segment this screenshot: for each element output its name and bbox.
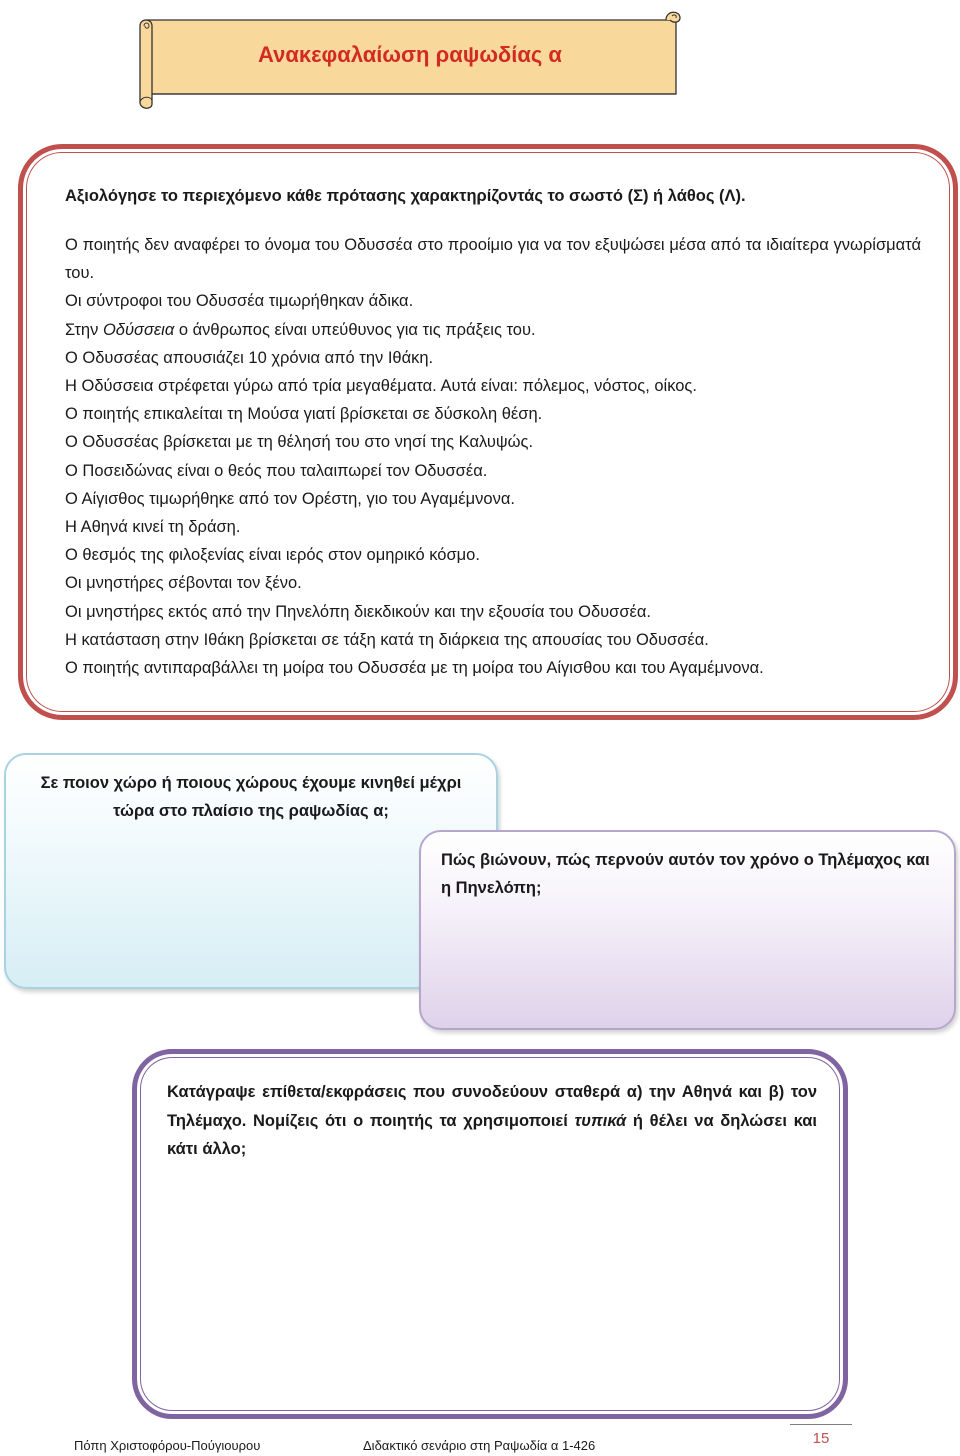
- statement-item: Οι μνηστήρες εκτός από την Πηνελόπη διεκδικούν και την εξουσία του Οδυσσέα.: [65, 602, 651, 621]
- statement-item: Στην Οδύσσεια ο άνθρωπος είναι υπεύθυνος για τις πράξεις του.: [65, 320, 536, 339]
- page-title: Ανακεφαλαίωση ραψωδίας α: [258, 42, 562, 67]
- statement-item: Η Αθηνά κινεί τη δράση.: [65, 518, 241, 537]
- statement-item: Ο ποιητής αντιπαραβάλλει τη μοίρα του Οδυσσέα με τη μοίρα του Αίγισθου και του Αγαμέμνονα.: [65, 659, 764, 678]
- statement-item: Ο Αίγισθος τιμωρήθηκε από τον Ορέστη, γιο του Αγαμέμνονα.: [65, 489, 515, 508]
- epithets-question: Κατάγραψε επίθετα/εκφράσεις που συνοδεύουν σταθερά α) την Αθηνά και β) τον Τηλέμαχο. Νομίζεις ότι ο ποιητής τα χρησιμοποιεί τυπικά ή θέλει να δηλώσει και κάτι άλλο;: [167, 1083, 817, 1158]
- footer-author: Πόπη Χριστοφόρου-Πούγιουρου: [74, 1438, 261, 1453]
- statement-item: Η Οδύσσεια στρέφεται γύρω από τρία μεγαθέματα. Αυτά είναι: πόλεμος, νόστος, οίκος.: [65, 377, 697, 396]
- title-scroll-banner: [136, 8, 684, 110]
- places-question: Σε ποιον χώρο ή ποιους χώρους έχουμε κινηθεί μέχρι τώρα στο πλαίσιο της ραψωδίας α;: [40, 774, 462, 820]
- statement-list: [65, 231, 921, 682]
- statement-item: Ο Οδυσσέας απουσιάζει 10 χρόνια από την Ιθάκη.: [65, 348, 434, 367]
- statement-item: Ο ποιητής δεν αναφέρει το όνομα του Οδυσσέα στο προοίμιο για να τον εξυψώσει μέσα από τα ιδιαίτερα γνωρίσματά του.: [65, 236, 921, 283]
- time-question: Πώς βιώνουν, πώς περνούν αυτόν τον χρόνο ο Τηλέμαχος και η Πηνελόπη;: [441, 851, 930, 897]
- statement-item: Οι μνηστήρες σέβονται τον ξένο.: [65, 574, 302, 593]
- statement-item: Οι σύντροφοι του Οδυσσέα τιμωρήθηκαν άδικα.: [65, 292, 414, 311]
- exercise-instruction: Αξιολόγησε το περιεχόμενο κάθε πρότασης χαρακτηρίζοντάς το σωστό (Σ) ή λάθος (Λ).: [65, 187, 746, 205]
- true-false-exercise-box: [18, 144, 958, 720]
- statement-item: Ο Οδυσσέας βρίσκεται με τη θέλησή του στο νησί της Καλυψώς.: [65, 433, 534, 452]
- epithets-question-box[interactable]: [132, 1049, 848, 1419]
- page-number: 15: [812, 1430, 830, 1447]
- footer-scenario: Διδακτικό σενάριο στη Ραψωδία α 1-426: [363, 1438, 596, 1453]
- time-question-box[interactable]: [419, 830, 956, 1030]
- page-number-rule: [790, 1424, 852, 1425]
- statement-item: Ο ποιητής επικαλείται τη Μούσα γιατί βρίσκεται σε δύσκολη θέση.: [65, 405, 543, 424]
- statement-item: Ο θεσμός της φιλοξενίας είναι ιερός στον ομηρικό κόσμο.: [65, 546, 480, 565]
- statement-item: Ο Ποσειδώνας είναι ο θεός που ταλαιπωρεί τον Οδυσσέα.: [65, 461, 488, 480]
- statement-item: Η κατάσταση στην Ιθάκη βρίσκεται σε τάξη κατά τη διάρκεια της απουσίας του Οδυσσέα.: [65, 630, 709, 649]
